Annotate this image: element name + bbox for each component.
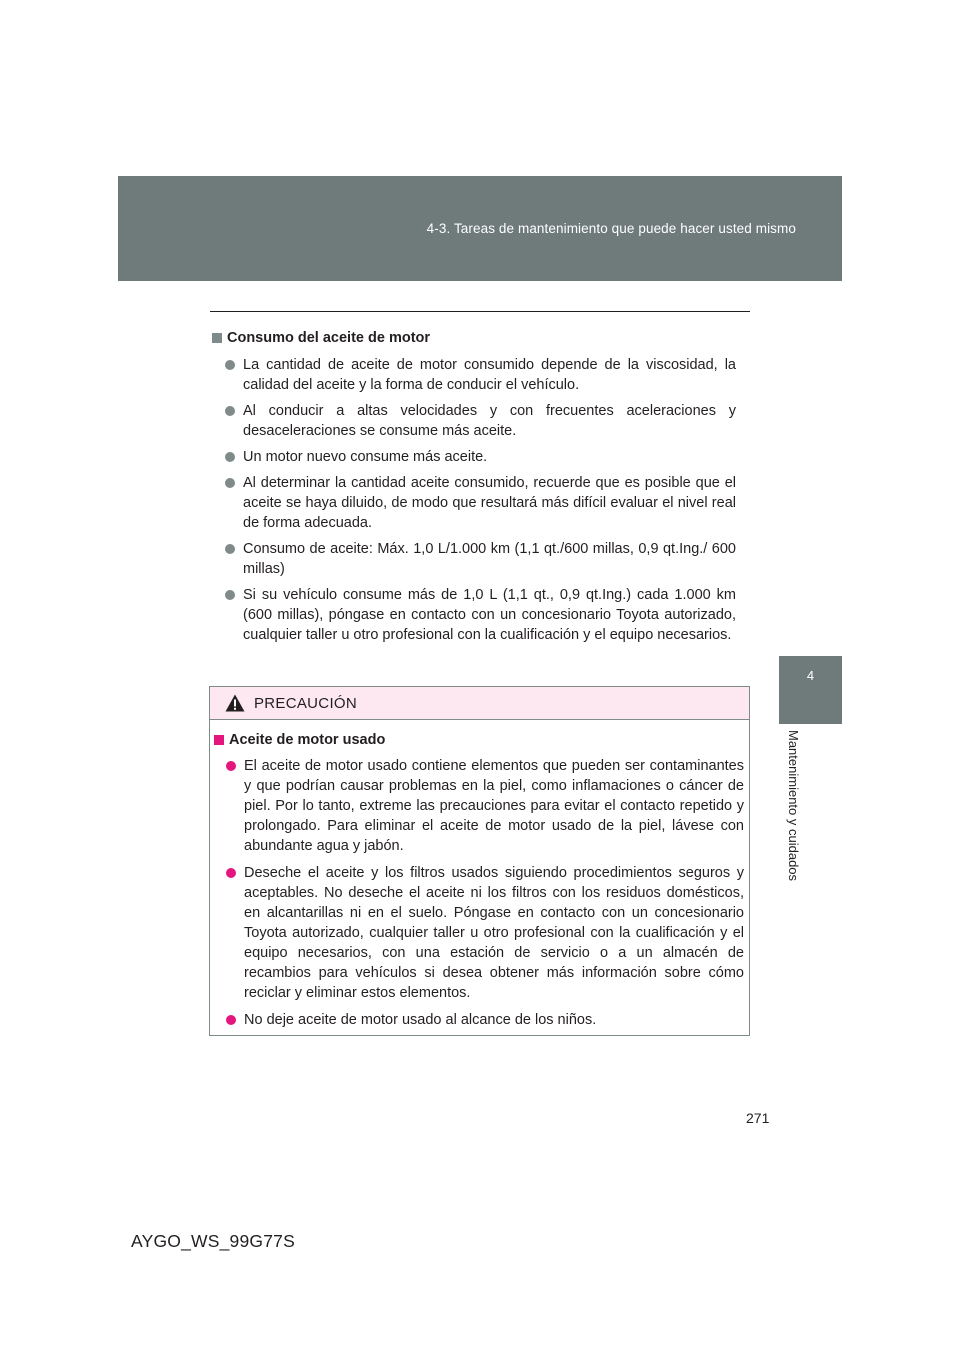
list-item <box>212 447 736 467</box>
caution-body <box>214 730 744 1037</box>
section-heading-text: Consumo del aceite de motor <box>227 330 431 346</box>
square-bullet-icon <box>214 735 224 745</box>
caution-title: PRECAUCIÓN <box>254 694 358 712</box>
circle-bullet-icon <box>226 1015 236 1025</box>
circle-bullet-icon <box>226 761 236 771</box>
circle-bullet-icon <box>225 360 235 370</box>
list-item <box>212 355 736 395</box>
list-item <box>212 585 736 645</box>
chapter-number: 4 <box>806 668 815 683</box>
section-bullet-list <box>212 355 736 645</box>
chapter-header-band <box>118 176 842 281</box>
caution-bullet-list <box>214 756 744 1030</box>
list-item-text: La cantidad de aceite de motor consumido depende de la viscosidad, la calidad del aceite y la forma de conducir el vehículo. <box>243 357 736 393</box>
page-number: 271 <box>746 1110 770 1126</box>
list-item-text: El aceite de motor usado contiene elementos que pueden ser contaminantes y que podrían causar problemas en la piel, como inflamaciones o cáncer de piel. Por lo tanto, extreme las precauciones para evitar el contacto repetido y prolongado. Para eliminar el aceite de motor usado de la piel, lávese con abundante agua y jabón. <box>244 758 744 854</box>
list-item <box>214 756 744 856</box>
list-item-text: Al conducir a altas velocidades y con frecuentes aceleraciones y desaceleraciones se consume más aceite. <box>243 403 736 439</box>
list-item <box>214 863 744 1003</box>
list-item-text: No deje aceite de motor usado al alcance de los niños. <box>244 1012 597 1028</box>
oil-consumption-section <box>212 328 736 651</box>
warning-triangle-icon <box>225 694 245 712</box>
circle-bullet-icon <box>225 452 235 462</box>
chapter-side-tab <box>779 656 842 724</box>
section-divider <box>210 311 750 312</box>
list-item-text: Consumo de aceite: Máx. 1,0 L/1.000 km (1,1 qt./600 millas, 0,9 qt.Ing./ 600 millas) <box>243 541 736 577</box>
list-item <box>212 539 736 579</box>
square-bullet-icon <box>212 333 222 343</box>
chapter-section-title: 4-3. Tareas de mantenimiento que puede hacer usted mismo <box>426 221 796 236</box>
circle-bullet-icon <box>225 544 235 554</box>
circle-bullet-icon <box>225 590 235 600</box>
caution-box <box>209 686 750 1036</box>
section-heading <box>212 328 736 348</box>
circle-bullet-icon <box>225 406 235 416</box>
list-item-text: Si su vehículo consume más de 1,0 L (1,1 qt., 0,9 qt.Ing.) cada 1.000 km (600 millas), póngase en contacto con un concesionario Toyota autorizado, cualquier taller u otro profesional con la cualificación y el equipo necesarios. <box>243 587 736 643</box>
chapter-side-label-wrap <box>782 728 812 908</box>
chapter-side-label: Mantenimiento y cuidados <box>786 730 801 882</box>
list-item-text: Un motor nuevo consume más aceite. <box>243 449 488 465</box>
caution-header <box>210 687 749 720</box>
list-item <box>212 401 736 441</box>
circle-bullet-icon <box>226 868 236 878</box>
list-item-text: Al determinar la cantidad aceite consumido, recuerde que es posible que el aceite se haya diluido, de modo que resultará más difícil evaluar el nivel real de forma adecuada. <box>243 475 736 531</box>
caution-heading-text: Aceite de motor usado <box>229 732 386 748</box>
document-code: AYGO_WS_99G77S <box>131 1231 295 1251</box>
circle-bullet-icon <box>225 478 235 488</box>
list-item <box>214 1010 744 1030</box>
list-item <box>212 473 736 533</box>
list-item-text: Deseche el aceite y los filtros usados siguiendo procedimientos seguros y aceptables. No deseche el aceite ni los filtros con los residuos domésticos, en alcantarillas ni en el suelo. Póngase en contacto con un concesionario Toyota autorizado, cualquier taller u otro profesional con la cualificación y el equipo necesarios, con una estación de servicio o a un almacén de recambios para vehículos si desea obtener más información sobre cómo reciclar y eliminar estos elementos. <box>244 865 744 1001</box>
caution-heading <box>214 730 744 750</box>
